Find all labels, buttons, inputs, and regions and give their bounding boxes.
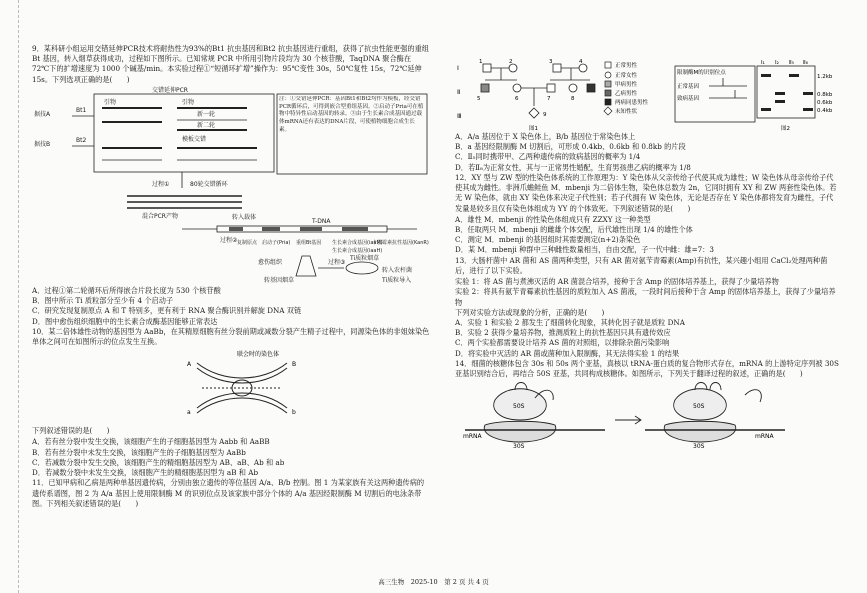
ribo2-30s: 30S [693,443,705,451]
q9-select: 过程③ [328,258,346,266]
legend-normal-female: 正常女性 [615,73,638,79]
ribo1-30s: 30S [513,443,525,451]
q9-elem2: 启动子(Pria) [262,239,291,246]
q12-option-a: A．雄性 M．mbenji 的性染色体组成只有 ZZXY 这一种类型 [455,214,651,224]
q11-option-b: B．a 基因经限制酶 M 切割后，可形成 0.4kb、0.6kb 和 0.8kb 的片段 [455,142,686,152]
q9-primer-label: 引物 [104,98,117,106]
ped-num-8: 8 [571,96,575,102]
q9-elem1: 复制原点 [237,239,258,246]
q11-option-c: C．Ⅱ₅同时携带甲、乙两种遗传病的致病基因的概率为 1/4 [455,152,641,162]
q9-diagram [32,86,430,286]
pedigree-and-gel [455,56,840,132]
gel-title: 限制酶M的识别位点 [677,70,726,76]
q9-chain1: 新一轮 [197,110,216,118]
q9-chain2: 新二轮 [197,121,216,129]
q14-stem: 14．细菌的核糖体包含 30s 和 50s 两个亚基，真核以 tRNA-蛋白质的复合物形式存在，mRNA 的上游特定序列被 30S 亚基识别结合后，再结合 50S 亚基，共同构成核糖体。如图所示，下列关于翻译过程的叙述，正确的是( ) [455,358,839,379]
q9-stem: 9．某科研小组运用交错延伸PCR技术将耐热性为93%的Bt1 抗虫基因和Bt2 抗虫基因进行重组，获得了抗虫性能更强的重组 Bt 基因，转入烟草获得成功，过程如下图所示。已知常规 PCR 中所用引物片段均为 30 个核苷酸，TaqDNA 聚合酶在 72℃下的扩增速度为 1000 个碱基/min。本实验过程①“短循环扩增”操作为：95℃变性 30s，50℃复性 15s，72℃延伸 15s。下列选项正确的是( ) [32,44,429,84]
q9-cycles: 80轮交错循环 [190,180,228,188]
ribo1-50s: 50S [513,403,525,411]
page-footer: 高三生物 2025-10 第 2 页 共 4 页 [378,578,489,586]
q9-tmpl1: 据技A [34,110,51,118]
q9-tip: Ti质粒导入 [382,276,412,284]
legend-both-male: 两病同患男性 [615,100,649,106]
q9-option-a: A．过程①第二轮循环后所得嵌合片段长度为 530 个核苷酸 [32,285,221,295]
q9-option-c: C．研究发现复制原点 A 和 T 特别多，更有利于 RNA 聚合酶识别并解旋 DNA 双链 [32,306,302,316]
q13-option-d: D．将实验中灭活的 AR 菌或菌种加入限制酶，其无法得实验 1 的结果 [455,348,680,358]
ped-num-7: 7 [547,96,551,102]
q9-elem6: 卡那霉素抗性基因(KanR) [372,239,429,246]
q12-option-b: B．任取两只 M．mbenji 的雌雄个体交配，后代雄性出现 1/4 的雄性个体 [455,224,693,234]
q9-gene2: Bt2 [76,136,87,144]
q12-option-d: D．某 M．mbenji 种群中三种雌性数量相当，自由交配，子一代中雌：雄=7：3 [455,245,714,255]
q9-elem5: 生长素合成基因(iaaH) [332,247,383,254]
q14-figure [455,380,840,450]
left-column [32,44,430,510]
q9-note: 注：①交错延伸PCR：基因Bt1和Bt2均作为模板，经交错PCR循环后，可得到嵌合型重组基因。②启动子Pria可在植物中特异性启动基因的转录。③由于生长素合成基因通过载体mRNA还有表达的DNA片段，可使植物细胞合成生长素。 [279,95,424,133]
gen-III: Ⅲ [457,112,462,120]
fig1-label: 图1 [529,126,538,132]
q13-stem: 13．大肠杆菌中 AR 菌和 AS 菌两种类型，只有 AR 菌对氨苄青霉素(Amp)有抗性，某兴趣小组用 CaCl₂处理两种菌后，进行了以下实验。 [455,255,828,275]
legend-a-male: 甲病男性 [615,82,638,88]
q9-tmpl2: 据技B [34,140,51,148]
ped-num-9: 9 [543,112,547,118]
ped-num-3: 3 [549,59,553,65]
q11-figures [455,56,840,132]
q13-option-c: C．两个实验都需要设计培养 AS 菌的对照组，以排除杂菌污染影响 [455,338,670,348]
q13-exp1: 实验 1：将 AS 菌与煮沸灭活的 AR 菌混合培养，接种于含 Amp 的固体培养基上，获得了少量培养物 [455,277,779,287]
q10-option-a: A．若有丝分裂中发生交换，该细胞产生的子细胞基因型为 Aabb 和 AaBB [32,437,270,447]
right-column [455,56,840,450]
q10-option-d: D．若减数分裂中未发生交换，该细胞产生的精细胞基因型为 aB 和 Ab [32,468,259,478]
q11-stem: 11．已知甲病和乙病是两种单基因遗传病，分别由独立遗传的等位基因 A/a、B/b 控制。图 1 为某家族有关这两种遗传病的遗传系谱图，图 2 为 A/a 基因上使用限制酶 M 的识别位点及该家族中部分个体的 A/a 基因经限制酶 M 切割后的电泳条带图。下列相关叙述错误的是( ) [32,478,425,508]
band-1-2kb: 1.2kb [817,74,833,80]
q13-lead: 下列对实验方法或现象的分析，正确的是( ) [455,307,605,317]
q9-option-d: D．图中愈伤组织细胞中的生长素合成酶基因能够正常表达 [32,316,218,326]
binding-margin [8,0,19,593]
q9-figure [32,86,430,286]
lane-2: Ⅰ₂ [775,60,779,66]
q10-cross-label: 联会时的染色体 [237,351,280,359]
q13-option-a: A．实验 1 和实验 2 都发生了细菌转化现象，其转化因子就是质粒 DNA [455,317,685,327]
gen-I: Ⅰ [457,64,459,72]
q9-agro: Ti质粒烟草 [350,254,380,262]
lane-3: Ⅱ₅ [789,60,794,66]
gene-label-b: b [292,409,296,417]
legend-normal-male: 正常男性 [615,63,638,69]
q9-transfer: 转入农杆菌 [382,266,413,274]
q10-stem: 10．某二倍体雄性动物的基因型为 AaBb，在其精原细胞有丝分裂前期或减数分裂产生精子过程中，同源染色体的非姐妹染色单体之间可在如图所示的位点发生互换。 [32,326,430,346]
gen-II: Ⅱ [457,88,461,96]
ribo2-50s: 50S [693,403,705,411]
ribo1-mrna: mRNA [463,433,482,441]
ped-num-2: 2 [509,59,513,65]
q9-vector: 转入载体 [232,213,257,221]
q11-option-a: A．A/a 基因位于 X 染色体上，B/b 基因位于常染色体上 [455,132,636,141]
q9-infect: 愈伤组织 [258,258,283,266]
band-0-4kb: 0.4kb [817,108,833,114]
ribosome-diagram [455,380,840,450]
gel-mutant: 致病基因 [677,96,700,102]
q11-option-d: D．若Ⅱ₈为正常女性，其与一正常男性婚配，生育男孩患乙病的概率为 1/8 [455,162,691,172]
q9-step2: 过程② [220,236,238,244]
lane-1: Ⅰ₁ [761,60,765,66]
q9-elem3: 重组Bt基因 [296,239,322,246]
q9-fig-title: 交错延伸PCR [152,86,188,94]
ribo2-mrna: mRNA [755,433,774,441]
q9-renature: 模板交错 [182,135,207,143]
gene-label-A: A [187,361,192,369]
band-0-8kb: 0.8kb [817,92,833,98]
q9-option-b: B．图中所示 Ti 质粒部分至少有 4 个启动子 [32,296,174,306]
q9-tdna: T-DNA [312,217,331,225]
q9-primer-label-2: 引物 [182,98,195,106]
q10-figure [32,348,430,426]
q10-option-c: C．若减数分裂中发生交换，该细胞产生的精细胞基因型为 AB、aB、Ab 和 ab [32,457,285,467]
q10-lead: 下列叙述错误的是( ) [32,426,110,436]
q12-option-c: C．测定 M．mbenji 的基因组时其需要测定(n+2)条染色 [455,235,641,245]
q12-stem: 12．XY 型与 ZW 型的性染色体系统的工作原理为：Y 染色体从父亲传给子代使其成为雄性；W 染色体从母亲传给子代使其成为雌性。非洲爪蟾鲑鱼 M．mbenji 为二倍体生物，染色体总数为 2n，它同时拥有 XY 和 ZW 两套性染色体。若无 W 染色体，就由 XY 染色体来决定子代性别；若子代拥有 W 染色体，无论是否存在 Y 染色体都将发育为雌性，子代发量是较多且仅有染色体组成为 YY 的个体致死。下列叙述错误的是( ) [455,172,837,213]
q9-gene1: Bt1 [76,106,87,114]
band-0-6kb: 0.6kb [817,100,833,106]
ped-num-1: 1 [479,59,483,65]
ped-num-6: 6 [515,96,519,102]
q13-option-b: B．实验 2 获得少量培养物，推测质粒上的抗性基因只具有遗传效应 [455,328,671,338]
q10-option-b: B．若有丝分裂中未发生交换，该细胞产生的子细胞基因型为 AaBb [32,447,246,457]
gene-label-B: B [292,361,297,369]
ped-num-4: 4 [579,59,583,65]
q9-insect: 转基因烟草 [264,276,295,284]
fig2-label: 图2 [781,126,790,132]
q9-elem4: 生长素合成基因(iaaM) [332,239,383,246]
chromosome-cross-diagram [32,348,430,426]
q13-exp2: 实验 2：将具有氨苄青霉素抗性基因的质粒加入 AS 菌液，一段时间后接种于含 Amp 的固体培养基上，获得了少量培养物 [455,287,836,307]
q9-step1: 过程① [152,180,170,188]
legend-unknown: 未知性状 [615,109,638,115]
legend-b-male: 乙病男性 [615,91,638,97]
q9-mixture: 混合PCR产物 [142,212,178,220]
ped-num-5: 5 [477,96,481,102]
gel-normal: 正常基因 [677,84,700,90]
gene-label-a: a [187,409,191,417]
lane-4: Ⅱ₆ [803,60,808,66]
